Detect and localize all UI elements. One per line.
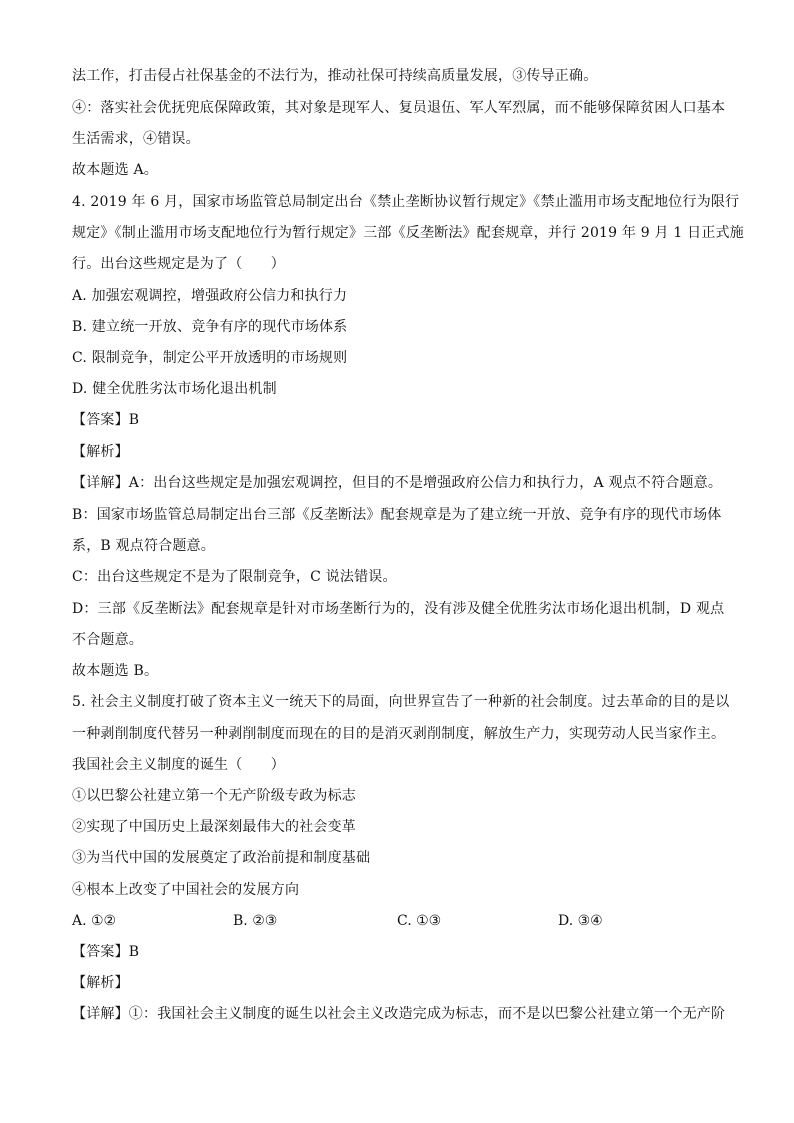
q4-detail-line: C：出台这些规定不是为了限制竞争，C 说法错误。 — [72, 569, 397, 585]
q5-stem-line: 我国社会主义制度的诞生（ ） — [72, 757, 285, 773]
q5-stem-line: 5. 社会主义制度打破了资本主义一统天下的局面，向世界宣告了一种新的社会制度。过去革命的目的是以 — [72, 694, 730, 710]
q5-stem-line: 一种剥削制度代替另一种剥削制度而现在的目的是消灭剥削制度，解放生产力，实现劳动人民当家作主。 — [72, 726, 726, 742]
q5-statement-3: ③为当代中国的发展奠定了政治前提和制度基础 — [72, 850, 371, 866]
q4-detail-line: 系，B 观点符合题意。 — [72, 538, 215, 554]
q5-answer: 【答案】B — [72, 944, 140, 960]
q4-stem-line: 4. 2019 年 6 月，国家市场监管总局制定出台《禁止垄断协议暂行规定》《禁止滥用市场支配地位行为限行 — [72, 194, 740, 210]
q5-choice-b: B. ②③ — [233, 913, 278, 929]
q3-conclusion: 故本题选 A。 — [72, 162, 158, 178]
q5-detail-line: 【详解】①：我国社会主义制度的诞生以社会主义改造完成为标志，而不是以巴黎公社建立第一个无产阶 — [72, 1006, 726, 1022]
q3-text-line: 法工作，打击侵占社保基金的不法行为，推动社保可持续高质量发展，③传导正确。 — [72, 68, 598, 84]
q5-analysis-label: 【解析】 — [72, 975, 129, 991]
q4-analysis-label: 【解析】 — [72, 444, 129, 460]
q4-detail-line: 【详解】A：出台这些规定是加强宏观调控，但目的不是增强政府公信力和执行力，A 观点不符合题意。 — [72, 475, 723, 491]
q4-detail-line: D：三部《反垄断法》配套规章是针对市场垄断行为的，没有涉及健全优胜劣汰市场化退出机制，D 观点 — [72, 601, 725, 617]
q4-stem-line: 规定》《制止滥用市场支配地位行为暂行规定》三部《反垄断法》配套规章，并行 2019 年 9 月 1 日正式施 — [72, 225, 744, 241]
q4-option-c: C. 限制竞争，制定公平开放透明的市场规则 — [72, 350, 348, 366]
q4-option-a: A. 加强宏观调控，增强政府公信力和执行力 — [72, 288, 348, 304]
q5-choice-c: C. ①③ — [397, 913, 442, 929]
q4-detail-line: 不合题意。 — [72, 632, 143, 648]
q5-choice-a: A. ①② — [72, 913, 117, 929]
q5-statement-2: ②实现了中国历史上最深刻最伟大的社会变革 — [72, 819, 356, 835]
q4-detail-line: B：国家市场监管总局制定出台三部《反垄断法》配套规章是为了建立统一开放、竞争有序的现代市场体 — [72, 507, 722, 523]
q4-answer: 【答案】B — [72, 412, 140, 428]
q5-statement-4: ④根本上改变了中国社会的发展方向 — [72, 882, 300, 898]
q4-conclusion: 故本题选 B。 — [72, 663, 159, 679]
q3-text-line: 生活需求，④错误。 — [72, 131, 200, 147]
q4-stem-line: 行。出台这些规定是为了（ ） — [72, 256, 285, 272]
q3-text-line: ④：落实社会优抚兜底保障政策，其对象是现军人、复员退伍、军人军烈属，而不能够保障贫困人口基本 — [72, 100, 726, 116]
q4-option-b: B. 建立统一开放、竞争有序的现代市场体系 — [72, 319, 348, 335]
q4-option-d: D. 健全优胜劣汰市场化退出机制 — [72, 381, 277, 397]
q5-statement-1: ①以巴黎公社建立第一个无产阶级专政为标志 — [72, 788, 356, 804]
q5-choice-d: D. ③④ — [558, 913, 603, 929]
